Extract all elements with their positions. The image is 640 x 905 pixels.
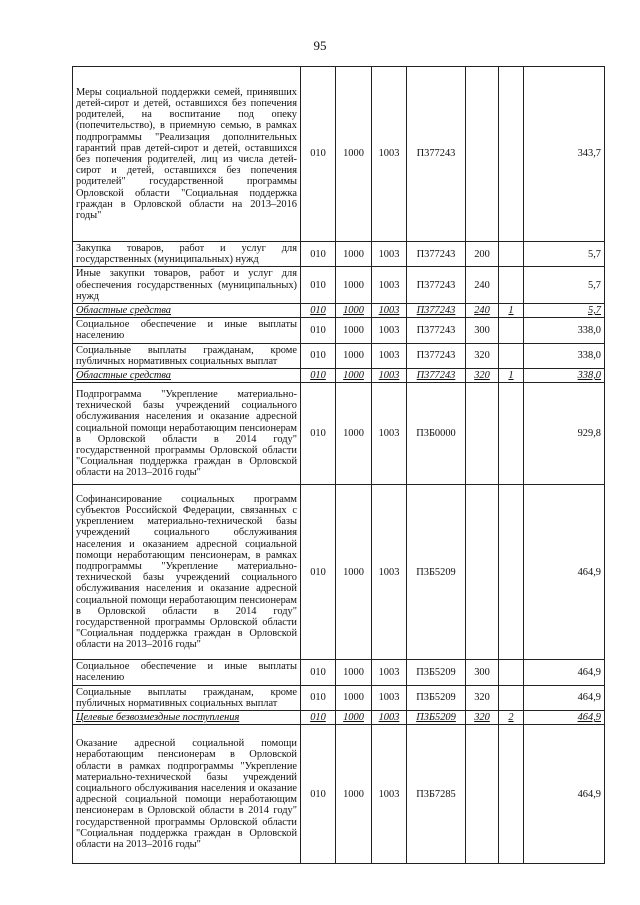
admin-code-cell: 010: [301, 318, 336, 343]
expense-type-cell: 320: [466, 343, 499, 368]
row-name-cell: Закупка товаров, работ и услуг для государственных (муниципальных) нужд: [73, 242, 301, 267]
subsection-code-cell: 1003: [372, 725, 407, 864]
target-article-cell: П3Б5209: [407, 485, 466, 660]
subsection-code-cell: 1003: [372, 67, 407, 242]
amount-cell: 464,9: [524, 725, 605, 864]
funding-source-cell: [499, 485, 524, 660]
table-row: [73, 318, 605, 343]
target-article-cell: П3Б5209: [407, 685, 466, 710]
row-name-cell: Подпрограмма "Укрепление материально-технической базы учреждений социального обслуживания населения и оказание адресной социальной помощи неработающим пенсионерам в Орловской области в 2014 году" государственной программы Орловской области "Социальная поддержка граждан в Орловской области на 2013–2016 годы": [73, 383, 301, 485]
amount-cell: 338,0: [524, 369, 605, 383]
admin-code-cell: 010: [301, 685, 336, 710]
funding-source-cell: [499, 67, 524, 242]
target-article-cell: П377243: [407, 267, 466, 304]
amount-cell: 5,7: [524, 242, 605, 267]
table-body: [73, 67, 605, 864]
expense-type-cell: 320: [466, 369, 499, 383]
expense-type-cell: 300: [466, 318, 499, 343]
admin-code-cell: 010: [301, 725, 336, 864]
admin-code-cell: 010: [301, 660, 336, 685]
target-article-cell: П3Б5209: [407, 660, 466, 685]
admin-code-cell: 010: [301, 383, 336, 485]
amount-cell: 464,9: [524, 711, 605, 725]
row-name-cell: Меры социальной поддержки семей, принявших детей-сирот и детей, оставшихся без попечения родителей, на воспитание под опеку (попечительство), в приемную семью, в рамках подпрограммы "Реализация дополнительных гарантий прав детей-сирот и детей, оставшихся без попечения родителей, лиц из числа детей-сирот и детей, оставшихся без попечения родителей" государственной программы Орловской области "Социальная поддержка граждан в Орловской области на 2013–2016 годы": [73, 67, 301, 242]
row-name-cell: Областные средства: [73, 369, 301, 383]
expense-type-cell: 320: [466, 685, 499, 710]
section-code-cell: 1000: [336, 660, 372, 685]
row-name-cell: Областные средства: [73, 304, 301, 318]
table-row: [73, 67, 605, 242]
target-article-cell: П3Б7285: [407, 725, 466, 864]
amount-cell: 464,9: [524, 685, 605, 710]
row-name-cell: Социальное обеспечение и иные выплаты населению: [73, 660, 301, 685]
amount-cell: 343,7: [524, 67, 605, 242]
table-row: [73, 660, 605, 685]
funding-source-cell: [499, 242, 524, 267]
section-code-cell: 1000: [336, 711, 372, 725]
amount-cell: 464,9: [524, 660, 605, 685]
row-name-cell: Иные закупки товаров, работ и услуг для обеспечения государственных (муниципальных) нужд: [73, 267, 301, 304]
subsection-code-cell: 1003: [372, 685, 407, 710]
funding-source-cell: [499, 267, 524, 304]
amount-cell: 5,7: [524, 304, 605, 318]
subsection-code-cell: 1003: [372, 711, 407, 725]
expense-type-cell: [466, 485, 499, 660]
funding-source-cell: 1: [499, 369, 524, 383]
table-row: [73, 685, 605, 710]
row-name-cell: Социальное обеспечение и иные выплаты населению: [73, 318, 301, 343]
expense-type-cell: 200: [466, 242, 499, 267]
target-article-cell: П377243: [407, 242, 466, 267]
admin-code-cell: 010: [301, 304, 336, 318]
funding-source-cell: [499, 383, 524, 485]
expense-type-cell: [466, 383, 499, 485]
target-article-cell: П3Б5209: [407, 711, 466, 725]
section-code-cell: 1000: [336, 485, 372, 660]
expense-type-cell: 320: [466, 711, 499, 725]
row-name-cell: Оказание адресной социальной помощи неработающим пенсионерам в Орловской области в рамках подпрограммы "Укрепление материально-технической базы учреждений социального обслуживания населения и оказание адресной социальной помощи неработающим пенсионерам в Орловской области в 2014 году" государственной программы Орловской области "Социальная поддержка граждан в Орловской области на 2013–2016 годы": [73, 725, 301, 864]
amount-cell: 464,9: [524, 485, 605, 660]
subsection-code-cell: 1003: [372, 485, 407, 660]
target-article-cell: П377243: [407, 304, 466, 318]
row-name-cell: Социальные выплаты гражданам, кроме публичных нормативных социальных выплат: [73, 343, 301, 368]
funding-source-cell: [499, 725, 524, 864]
amount-cell: 5,7: [524, 267, 605, 304]
section-code-cell: 1000: [336, 267, 372, 304]
table-row: [73, 711, 605, 725]
table-row: [73, 725, 605, 864]
section-code-cell: 1000: [336, 369, 372, 383]
table-row: [73, 369, 605, 383]
funding-source-cell: 1: [499, 304, 524, 318]
funding-source-cell: [499, 685, 524, 710]
expense-type-cell: 240: [466, 267, 499, 304]
funding-source-cell: [499, 343, 524, 368]
section-code-cell: 1000: [336, 304, 372, 318]
section-code-cell: 1000: [336, 67, 372, 242]
expense-type-cell: 300: [466, 660, 499, 685]
page-number: 95: [313, 38, 327, 53]
subsection-code-cell: 1003: [372, 267, 407, 304]
budget-table: [72, 66, 605, 864]
table-row: [73, 485, 605, 660]
admin-code-cell: 010: [301, 369, 336, 383]
section-code-cell: 1000: [336, 318, 372, 343]
expense-type-cell: 240: [466, 304, 499, 318]
subsection-code-cell: 1003: [372, 304, 407, 318]
funding-source-cell: [499, 660, 524, 685]
admin-code-cell: 010: [301, 485, 336, 660]
section-code-cell: 1000: [336, 242, 372, 267]
expense-type-cell: [466, 725, 499, 864]
subsection-code-cell: 1003: [372, 242, 407, 267]
target-article-cell: П377243: [407, 369, 466, 383]
table-row: [73, 343, 605, 368]
section-code-cell: 1000: [336, 685, 372, 710]
table-row: [73, 242, 605, 267]
section-code-cell: 1000: [336, 343, 372, 368]
target-article-cell: П3Б0000: [407, 383, 466, 485]
section-code-cell: 1000: [336, 725, 372, 864]
amount-cell: 338,0: [524, 343, 605, 368]
subsection-code-cell: 1003: [372, 660, 407, 685]
target-article-cell: П377243: [407, 67, 466, 242]
subsection-code-cell: 1003: [372, 318, 407, 343]
subsection-code-cell: 1003: [372, 343, 407, 368]
table-row: [73, 267, 605, 304]
target-article-cell: П377243: [407, 343, 466, 368]
table-row: [73, 304, 605, 318]
row-name-cell: Софинансирование социальных программ субъектов Российской Федерации, связанных с укреплением материально-технической базы учреждений социального обслуживания населения и оказанием адресной социальной помощи неработающим пенсионерам, в рамках подпрограммы "Укрепление материально-технической базы учреждений социального обслуживания населения и оказание адресной социальной помощи неработающим пенсионерам в Орловской области в 2014 году" государственной программы Орловской области "Социальная поддержка граждан в Орловской области на 2013–2016 годы": [73, 485, 301, 660]
amount-cell: 929,8: [524, 383, 605, 485]
amount-cell: 338,0: [524, 318, 605, 343]
subsection-code-cell: 1003: [372, 383, 407, 485]
admin-code-cell: 010: [301, 343, 336, 368]
funding-source-cell: [499, 318, 524, 343]
admin-code-cell: 010: [301, 242, 336, 267]
row-name-cell: Социальные выплаты гражданам, кроме публичных нормативных социальных выплат: [73, 685, 301, 710]
admin-code-cell: 010: [301, 67, 336, 242]
admin-code-cell: 010: [301, 711, 336, 725]
subsection-code-cell: 1003: [372, 369, 407, 383]
row-name-cell: Целевые безвозмездные поступления: [73, 711, 301, 725]
admin-code-cell: 010: [301, 267, 336, 304]
section-code-cell: 1000: [336, 383, 372, 485]
funding-source-cell: 2: [499, 711, 524, 725]
expense-type-cell: [466, 67, 499, 242]
target-article-cell: П377243: [407, 318, 466, 343]
table-row: [73, 383, 605, 485]
